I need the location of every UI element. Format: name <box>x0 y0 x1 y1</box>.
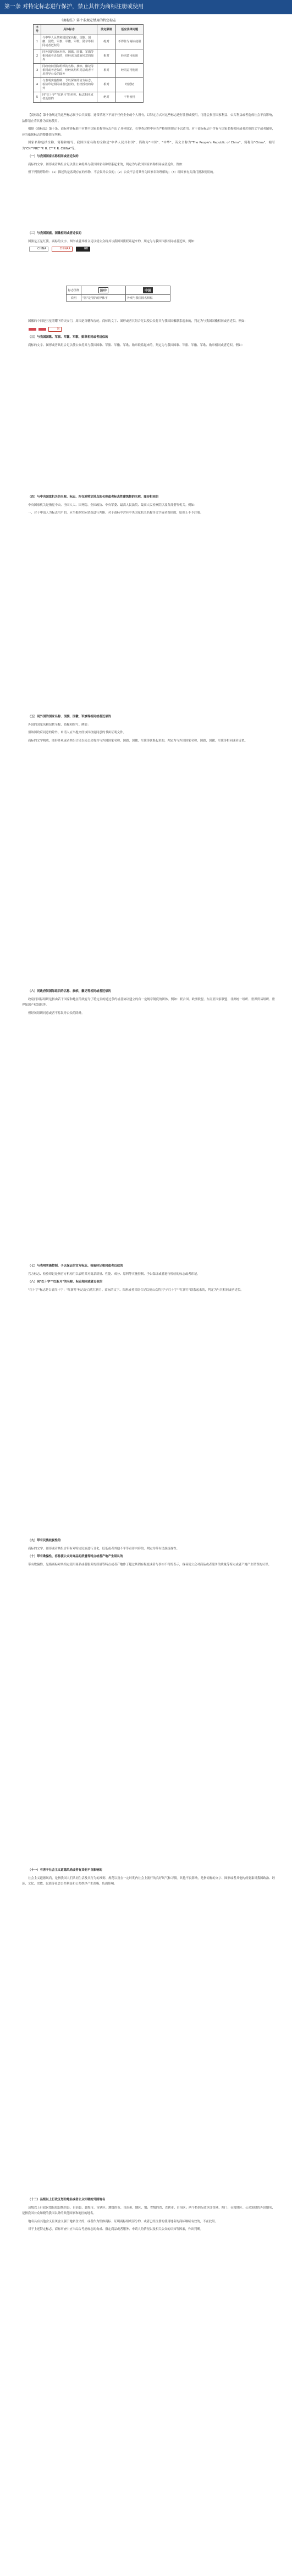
paragraph: 地名具有其他含义且该含义强于地名含义的，或者作为集体商标、证明商标组成部分的，或者已经注册的使用地名的商标继续有效的，不在此限。 <box>28 2220 218 2223</box>
table-cell: 5 <box>34 92 41 103</box>
content-block-8 <box>22 1538 275 1570</box>
content-block-4 <box>22 494 275 518</box>
table-cell: 相对 <box>97 64 116 78</box>
rules-table <box>33 24 144 103</box>
sample-desc: "国"是"国"的异体字 <box>81 295 126 302</box>
paragraph: 商标的文字、图形或者其组合足以使公众将其与我国国歌、军旗、军徽、军歌、勋章联系起来的，判定为与我国国歌、军旗、军徽、军歌、勋章相同或者近似。例如： <box>28 343 245 347</box>
sample-logo-cell <box>126 286 170 295</box>
table-cell: 4 <box>34 78 41 92</box>
example-stamp-icon <box>38 328 46 331</box>
table-cell: 相对 <box>97 49 116 64</box>
table-cell: 与表明实施控制、予以保证的官方标志、检验印记相同或者近似的，但经授权的除外 <box>41 78 97 92</box>
paragraph: 县级以上行政区划包括县级的县、自治县、县级市、市辖区；地级的市、自治州、地区、盟；省级的省、直辖市、自治区；两个特别行政区即香港、澳门；台湾地区。公众知晓的外国地名，是指我国公众知晓的我国以外的其他国家和地区的地名。 <box>22 2206 275 2215</box>
paragraph: 中央国家机关是指党中央、全国人大、国务院、全国政协、中央军委、最高人民法院、最高人民检察院以及各部委等机关。例如： <box>28 503 197 507</box>
paragraph: 但经该组织同意或者不易误导公众的除外。 <box>28 1011 85 1015</box>
section-heading: （十一）有害于社会主义道德风尚或者有其他不良影响的 <box>28 1869 102 1872</box>
paragraph <box>22 247 275 253</box>
content-block-10 <box>22 2197 275 2235</box>
column-header: 具体标志 <box>41 25 97 35</box>
table-cell: 与中华人民共和国国家名称、国旗、国徽、国歌、军旗、军徽、军歌、勋章等相同或者近似的 <box>41 35 97 49</box>
sample-mark-logo: 中国 <box>143 287 153 293</box>
paragraph <box>22 327 275 333</box>
paragraph: 【商标法】第十条规定的这些标志属于公共资源，通常情况下不属于任何企业或个人所有，以特定方式对这些标志进行注册或使用，可能会损害国家利益、公共利益或者造成社会不良影响，法律禁止将其作为商标使用。 <box>22 114 275 123</box>
paragraph: 国徽的中间是五星照耀下的天安门，周围是谷穗和齿轮。商标的文字、图形或者其组合足以使公众将其与我国国徽联系起来的，判定为与我国国徽相同或者近似。例如： <box>28 320 247 323</box>
example-mark: CHINA <box>29 247 48 252</box>
table-cell: 同"红十字""红新月"的名称、标志相同或者近似的 <box>41 92 97 103</box>
content-block-2 <box>22 231 275 255</box>
paragraph: 商标的文字构成、图形外观或者其组合足以使公众将其与外国国家名称、国旗、国徽、军旗等联系起来的，判定为与外国国家名称、国旗、国徽、军旗等相同或者近似。 <box>28 739 247 743</box>
paragraph: 外国的国家名称包括全称、简称和缩写。例如： <box>28 723 91 727</box>
table-cell: 不得使用 <box>116 92 144 103</box>
table-caption: 《商标法》第十条规定禁用的特定标志 <box>59 19 116 23</box>
table-row <box>34 64 144 78</box>
content-block-1 <box>22 113 275 178</box>
paragraph: 社会主义道德风尚，是指我国人们共同生活及其行为的准则、规范以及在一定时期内社会上流行的良好风气和习惯。其他不良影响，是指商标的文字、图形或者其他构成要素对我国政治、经济、文化、宗教、民族等社会公共利益和公共秩序产生消极、负面影响。 <box>22 1876 275 1886</box>
table-row <box>34 78 144 92</box>
sample-desc: 外观与我国国名相似 <box>126 295 170 302</box>
content-block-6 <box>22 989 275 1018</box>
example-mark: 国 <box>48 327 62 332</box>
table-cell: 经同意可使用 <box>116 49 144 64</box>
sample-mark-cell <box>81 286 126 295</box>
paragraph: 一、对于申请人为标志用户的，应当根据实际情况进行判断。对于商标中含有中央国家机关名称等文字或者图形的，原则上不予注册。 <box>28 511 203 515</box>
table-cell: 2 <box>34 49 41 64</box>
table-cell: 1 <box>34 35 41 49</box>
column-header: 法定限制 <box>97 25 116 35</box>
rules-table-wrap <box>33 18 143 103</box>
section-heading: （四）与中央国家机关的名称、标志、所在地特定地点的名称或者标志性建筑物的名称、图形相同的 <box>28 495 159 499</box>
column-header: 适应法律问题 <box>116 25 144 35</box>
table-row <box>34 49 144 64</box>
content-block-5 <box>22 714 275 746</box>
content-block-3 <box>22 319 275 350</box>
sample-label: 说明 <box>67 295 81 302</box>
paragraph: 对于上述特定标志，商标审查中应当综合考虑标志的构成、指定商品或者服务、申请人的情况以及相关公众的认知等因素，作出判断。 <box>28 2228 203 2231</box>
section-heading: （八）同"红十字""红新月"的名称、标志相同或者近似的 <box>28 1280 103 1284</box>
table-cell: 绝对 <box>97 92 116 103</box>
column-header: 序号 <box>34 25 41 35</box>
section-heading: （十）带有欺骗性，容易使公众对商品的质量等特点或者产地产生误认的 <box>28 1555 123 1558</box>
section-heading: （五）同外国的国家名称、国旗、国徽、军旗等相同或者近似的 <box>28 715 111 718</box>
section-heading: （三）与我国国歌、军旗、军徽、军歌、勋章相同或者近似的 <box>28 336 108 339</box>
table-cell: 绝对 <box>97 35 116 49</box>
table-cell: 同政府间国际组织的名称、旗帜、徽记等相同或者近似的，但经该组织同意或者不易误导公众的除外 <box>41 64 97 78</box>
paragraph: 但该国政府同意的除外。申请人应当提交经该国政府同意的书面证明文件。 <box>28 731 126 734</box>
table-cell: 经同意可使用 <box>116 64 144 78</box>
paragraph: 政府间国际组织是指由若干国家和地区的政府为了特定目的通过条约或者协议建立的有一定规章制度的团体。例如：联合国、欧洲联盟、东南亚国家联盟、非洲统一组织、世界贸易组织、世界知识产权组织等。 <box>22 997 275 1007</box>
table-row <box>34 92 144 103</box>
table-header-row <box>34 25 144 35</box>
paragraph: 商标的文字、图形或者其组合带有对特定民族进行丑化、贬低或者其他不平等看待内容的，判定为带有民族歧视性。 <box>28 1547 179 1551</box>
paragraph: 但下列情形除外：（1）描述的是客观存在的事物，不会误导公众的；（2）公众不会将其作为国家名称理解的；（3）经国家有关部门批准使用的。 <box>28 171 216 174</box>
content-block-9 <box>22 1867 275 1889</box>
section-heading: （一）与我国国家名称相同或者近似的 <box>28 155 79 158</box>
table-cell: 相对 <box>97 78 116 92</box>
section-heading: （七）与表明实施控制、予以保证的官方标志、检验印记相同或者近似的 <box>28 1264 123 1268</box>
header-band <box>0 0 292 14</box>
table-cell: 同外国的国家名称、国旗、国徽、军旗等相同或者近似的，但经该国政府同意的除外 <box>41 49 97 64</box>
section-heading: （十二）县级以上行政区划的地名或者公众知晓的外国地名 <box>28 2198 106 2201</box>
example-stamp-icon <box>29 328 36 331</box>
sample-mark-table <box>66 286 170 302</box>
paragraph: 商标的文字、图形或者其组合足以使公众将其与我国国家名称联系起来的，判定为与我国国家名称相同或者近似。例如： <box>28 163 185 166</box>
paragraph: 带有欺骗性，是指商标对其指定使用商品或者服务的质量等特点或者产地作了超过其固有程度或者与事实不符的表示，容易使公众对商品或者服务的质量等特点或者产地产生错误的认识。 <box>28 1563 272 1566</box>
header-title: 第一条 对特定标志进行保护，禁止其作为商标注册或使用 <box>4 4 144 10</box>
content-block-7 <box>22 1263 275 1295</box>
section-heading: （九）带有民族歧视性的 <box>28 1539 61 1542</box>
table-row <box>67 286 170 295</box>
sample-label: 标志图样 <box>67 286 81 295</box>
paragraph: 国家名称包括全称、简称和缩写。我国国家名称的全称是"中华人民共和国"，简称为"中国"、"中华"，英文全称为"The People's Republic of China"，简称为"China"，缩写为"CN""PRC""P. R. C""P. R. CHINA"等。 <box>22 141 275 150</box>
paragraph: 国旗是五星红旗。商标的文字、图形或者其组合足以使公众将其与我国国旗联系起来的，判定为与我国国旗相同或者近似。例如： <box>28 239 197 243</box>
example-mark: CHINAR <box>52 247 73 252</box>
table-cell: 3 <box>34 64 41 78</box>
example-mark: GB <box>76 247 90 252</box>
table-row <box>34 35 144 49</box>
section-heading: （六）同政府间国际组织的名称、旗帜、徽记等相同或者近似的 <box>28 990 111 993</box>
table-cell: 不得作为商标使用 <box>116 35 144 49</box>
paragraph: "红十字"标志是白底红十字；"红新月"标志是白底红新月。商标的文字、图形或者其组合足以使公众将其与"红十字""红新月"联系起来的，判定为与其相同或者近似。 <box>28 1288 244 1292</box>
paragraph: 根据《商标法》第十条，商标审查标准中对其中国家名称等标志作出了具体规定，在审查过程中应当严格按照规定予以适用。对于商标标志中含有与国家名称相同或者近似的文字或者图形，应当依据标志的整体情况判断。 <box>22 127 275 137</box>
section-heading: （二）与我国国旗、国徽相同或者近似的 <box>28 232 82 235</box>
table-row <box>67 295 170 302</box>
table-cell: 经授权 <box>116 78 144 92</box>
paragraph: 官方标志、检验印记是指官方机构用以表明其对商品质量、性能、成分、原料等实施控制、予以保证或者进行检验的标志或者印记。 <box>28 1272 200 1276</box>
sample-mark-text: 国中 <box>98 287 108 293</box>
